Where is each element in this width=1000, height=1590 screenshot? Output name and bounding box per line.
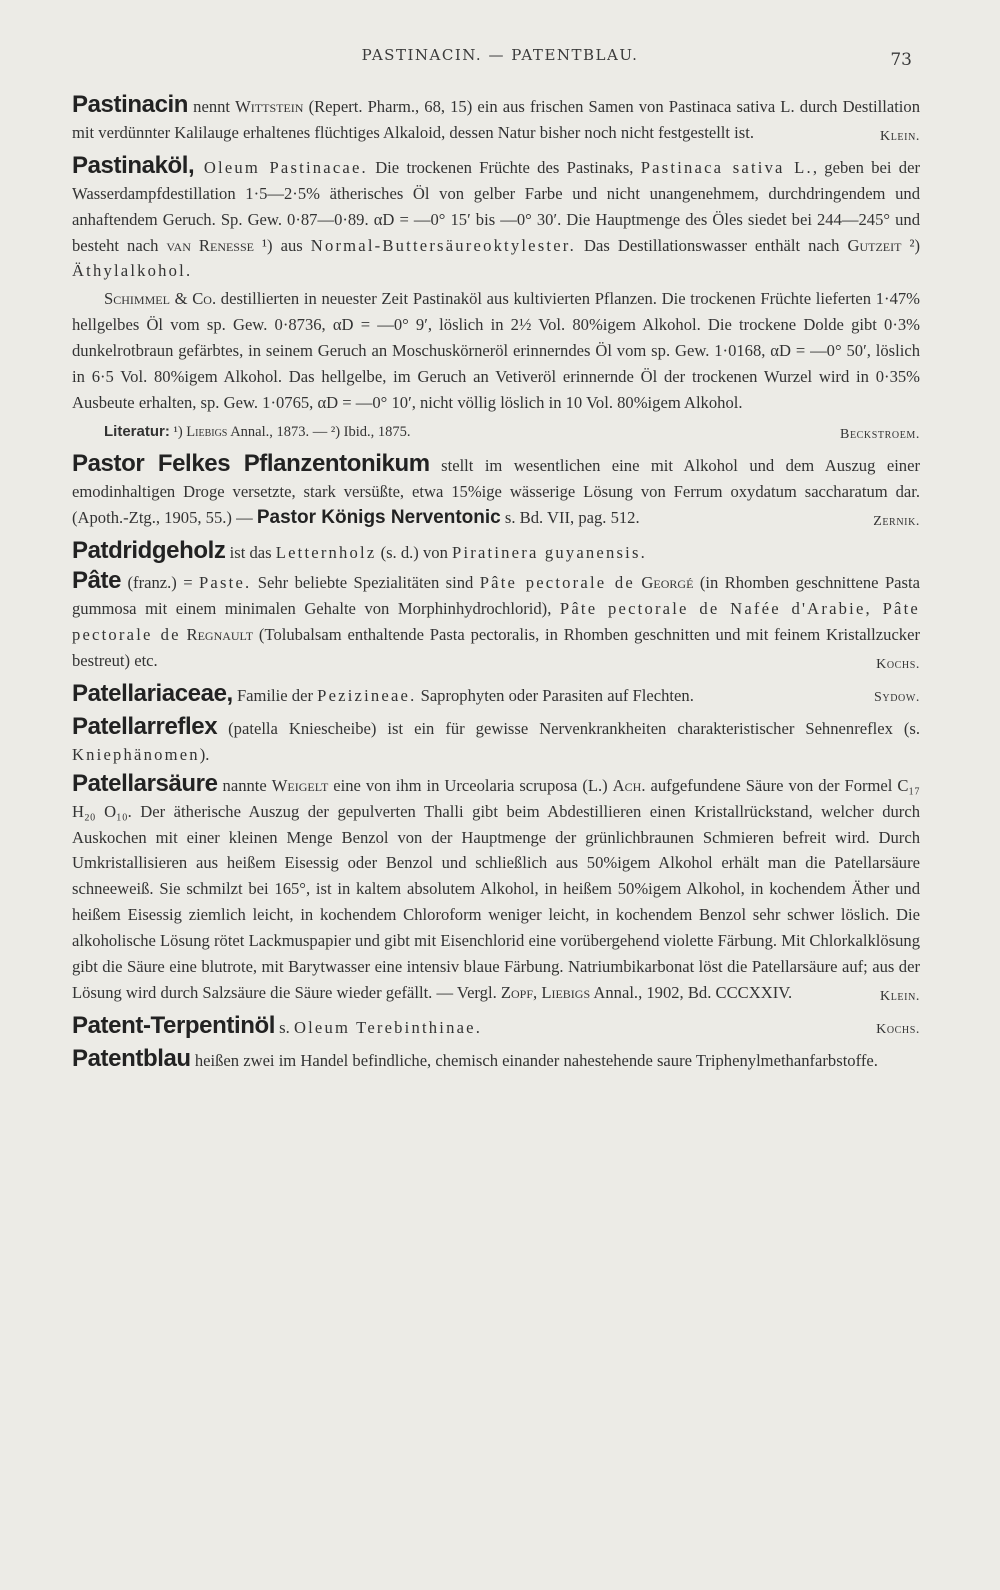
entry-text: (Tolubalsam enthaltende Pasta pectoralis, in Rhomben geschnitten und mit feinem Kristallzucker bestreut) etc.	[72, 625, 920, 671]
headword: Patellariaceae,	[72, 680, 233, 708]
entry-text: (s. d.) von	[376, 542, 453, 562]
entry-patellarreflex	[72, 714, 920, 768]
spaced-term: Paste.	[198, 573, 252, 593]
cited-author: Liebigs	[541, 983, 591, 1002]
spaced-term: Pâte pectorale de	[479, 573, 635, 593]
entry-patdridgeholz	[72, 538, 920, 566]
cited-author: Zopf	[500, 983, 534, 1002]
headword: Patellarsäure	[72, 769, 218, 797]
entry-text: s.	[275, 1017, 294, 1037]
literature-text: ¹)	[169, 423, 187, 440]
spaced-term: Letternholz	[275, 542, 377, 562]
entry-paragraph	[72, 286, 920, 416]
headword: Patellarreflex	[72, 712, 218, 740]
headword: Pastinacin	[72, 91, 189, 118]
entry-text: destillierten in neuester Zeit Pastinaköl aus kultivierten Pflanzen. Die trockenen Früchte lieferten 1·47% hellgelbes Öl vom sp. Gew. 0·8736, αD = —0° 9′, löslich in 2½ Vol. 80%igem Alkohol. Die trockene Dolde gibt 0·3% dunkelrotbraun gefärbtes, in seinem Geruch an Moschuskörneröl erinnerndes Öl vom sp. Gew. 1·0168, αD = —0° 50′, löslich in 6·5 Vol. 80%igem Alkohol. Das hellgelbe, im Geruch an Vetiveröl erinnernde Öl der trockenen Wurzel wird in 0·35% Ausbeute erhalten, sp. Gew. 1·0765, αD = —0° 10′, nicht völlig löslich in 10 Vol. 80%igem Alkohol.	[72, 289, 920, 412]
spaced-term: Äthylalkohol.	[72, 261, 193, 281]
entry-text: Familie der	[232, 686, 318, 706]
headword: Patentblau	[72, 1044, 191, 1072]
entry-text: Das Destillationswasser enthält nach	[575, 235, 848, 255]
entry-text: , geben bei der Wasserdampfdestillation 1·5—2·5% ätherisches Öl von gelber Farbe und nicht unangenehmem, durchdringendem und anhaftendem Geruch. Sp. Gew. 0·87—0·89. αD = —0° 15′ bis —0° 30′. Die Hauptmenge des Öles siedet bei 244—245° und besteht nach	[72, 157, 920, 255]
entry-patentblau	[72, 1046, 920, 1074]
headword: Pâte	[72, 567, 122, 595]
entry-author: Kochs.	[876, 657, 920, 673]
entry-text: aufgefundene Säure von der Formel C₁₇ H₂₀ O₁₀. Der ätherische Auszug der gepulverten Thalli gibt beim Abdestillieren einen Kristallrückstand, welcher durch Auskochen mit einer kleinen Menge Benzol von der Hauptmenge der grünlichbraunen Schmieren befreit wird. Durch Umkristallisieren aus heißem Eisessig oder Benzol und schließlich aus 50%igem Alkohol erhält man die Patellarsäure schneeweiß. Sie schmilzt bei 165°, ist in kaltem absolutem Alkohol, in heißem 50%igem Alkohol, in kochendem Äther und heißem Eisessig ziemlich leicht, in kochendem Chloroform weniger leicht, in kochendem Benzol sehr schwer löslich. Die alkoholische Lösung rötet Lackmuspapier und gibt mit Eisenchlorid eine vorübergehend violette Färbung. Mit Chlorkalklösung gibt die Säure eine blutrote, mit Barytwasser eine intensiv blaue Färbung. Natriumbikarbonat löst die Patellarsäure auf; aus der Lösung wird durch Salzsäure die Säure wieder gefällt. — Vergl.	[72, 775, 920, 1002]
cited-author: van Renesse	[166, 235, 254, 255]
entry-text: eine von ihm in Urceolaria scruposa (L.)	[328, 775, 613, 795]
entry-author: Kochs.	[876, 1021, 920, 1037]
cited-author: Ach.	[612, 775, 646, 795]
spaced-term: Pâte pectorale de Nafée d'Arabie, Pâte pectorale de	[72, 599, 920, 645]
body-text	[72, 92, 920, 1077]
entry-text: stellt im wesentlichen eine mit Alkohol und dem Auszug einer emodinhaltigen Droge versetzte, stark versüßte, etwa 15%ige wässerige Lösung von Ferrum oxydatum saccharatum dar. (Apoth.-Ztg., 1905, 55.) —	[72, 455, 920, 527]
entry-pastinacin	[72, 92, 920, 150]
entry-text: (franz.) =	[121, 573, 199, 593]
spaced-term: Kniephänomen	[72, 744, 200, 764]
entry-patellariaceae	[72, 681, 920, 711]
entry-text: Annal., 1902, Bd. CCCXXIV.	[590, 983, 793, 1002]
spaced-term: Oleum Pastinacae.	[194, 157, 368, 177]
entry-pastor-felkes	[72, 451, 920, 535]
cited-author: Liebigs	[186, 423, 228, 440]
cited-author: Wittstein	[235, 97, 304, 116]
entry-text: ²)	[901, 235, 920, 255]
cited-author: Georgé	[641, 573, 694, 593]
spaced-term: Pastinaca sativa L.	[640, 157, 813, 177]
entry-author: Zernik.	[873, 513, 920, 529]
entry-text: ist das	[225, 542, 276, 562]
entry-author: Klein.	[880, 989, 920, 1004]
spaced-term: Normal-Buttersäureoktylester.	[310, 235, 576, 255]
running-head: PASTINACIN. — PATENTBLAU.	[361, 46, 639, 64]
entry-text: (Repert. Pharm., 68, 15) ein aus frischen Samen von Pastinaca sativa L. durch Destillation mit verdünnter Kalilauge erhaltenes flüchtiges Alkaloid, dessen Natur bisher noch nicht festgestellt ist.	[72, 97, 921, 142]
spaced-term: Oleum Terebinthinae.	[293, 1017, 483, 1037]
cited-author: Regnault	[186, 625, 254, 645]
entry-text: Sehr beliebte Spezialitäten sind	[251, 573, 480, 593]
entry-text: nannte	[217, 775, 272, 795]
page-number: 73	[890, 50, 912, 70]
entry-pate	[72, 568, 920, 678]
headword: Pastinaköl,	[72, 151, 195, 179]
entry-patent-terpentinoel	[72, 1013, 920, 1043]
entry-text: (in Rhomben geschnittene Pasta gummosa mit einem minimalen Gehalte von Morphinhydrochlorid),	[72, 573, 920, 619]
entry-text: Die trockenen Früchte des Pastinaks,	[367, 157, 641, 177]
literature-line	[72, 418, 920, 448]
entry-author: Sydow.	[874, 690, 920, 706]
cited-author: Gutzeit	[847, 235, 902, 255]
entry-text: Saprophyten oder Parasiten auf Flechten.	[416, 686, 694, 706]
entry-text: ).	[199, 744, 210, 764]
headword: Patdridgeholz	[72, 536, 226, 564]
entry-text: heißen zwei im Handel befindliche, chemisch einander nahestehende saure Triphenylmethanfarbstoffe.	[190, 1050, 878, 1070]
headword: Patent-Terpentinöl	[72, 1011, 276, 1039]
entry-author: Beckstroem.	[840, 426, 920, 442]
literature-text: Annal., 1873. — ²) Ibid., 1875.	[227, 423, 411, 440]
headword: Pastor Felkes Pflanzentonikum	[72, 449, 430, 477]
entry-patellarsaeure	[72, 771, 920, 1010]
literature-label: Literatur:	[104, 422, 170, 440]
entry-text: ¹) aus	[254, 235, 311, 255]
entry-author: Klein.	[880, 128, 920, 144]
entry-pastinakoel	[72, 153, 920, 448]
cited-author: Weigelt	[271, 775, 329, 795]
entry-text: s. Bd. VII, pag. 512.	[500, 507, 640, 527]
cited-author: Schimmel & Co.	[104, 289, 217, 309]
entry-text: ,	[533, 983, 542, 1002]
entry-text: (patella Kniescheibe) ist ein für gewisse Nervenkrankheiten charakteristischer Sehnenreflex (s.	[217, 718, 920, 738]
entry-paragraph	[72, 153, 920, 285]
spaced-term: Pezizineae.	[317, 686, 417, 706]
inline-headword: Pastor Königs Nerventonic	[256, 506, 501, 528]
spaced-term: Piratinera guyanensis.	[452, 542, 647, 562]
entry-text: nennt	[188, 97, 236, 116]
